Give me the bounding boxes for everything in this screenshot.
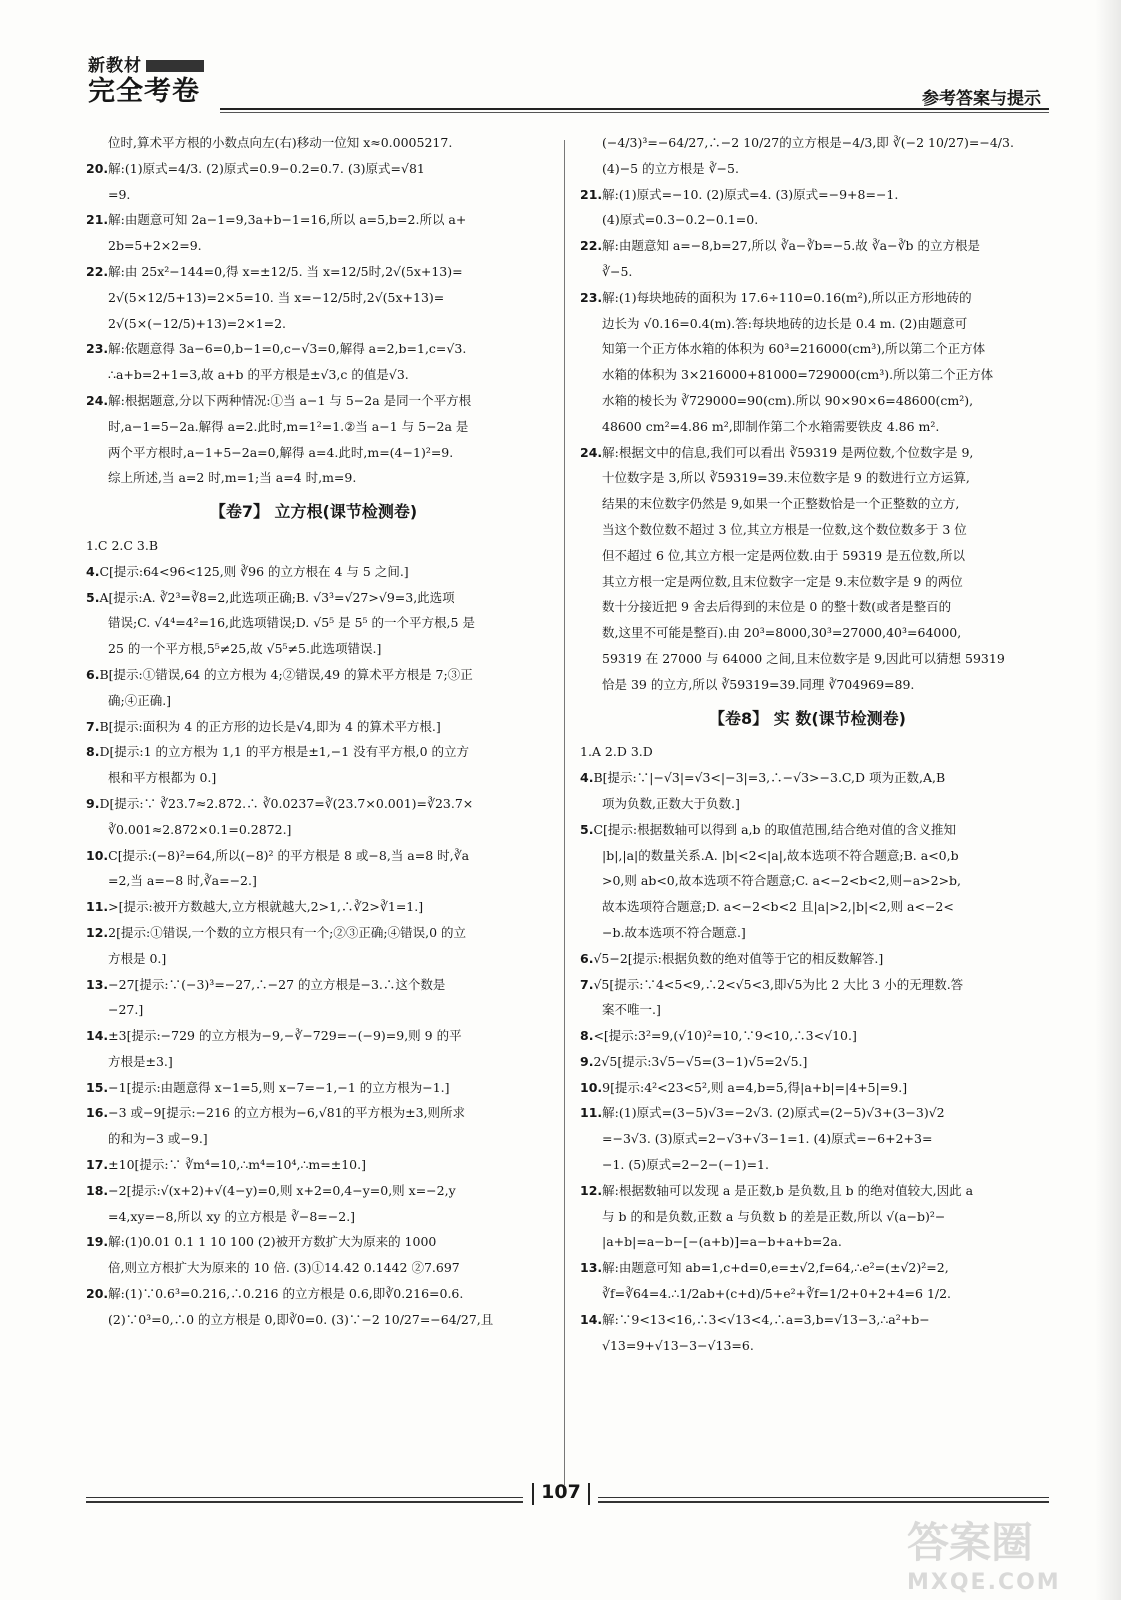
answer-line xyxy=(86,843,541,869)
answer-line xyxy=(580,517,1035,543)
answer-line xyxy=(580,791,1035,817)
question-number: 5. xyxy=(580,821,594,837)
answer-text: 数,这里不可能是整百).由 20³=8000,30³=27000,40³=64000, xyxy=(602,625,962,641)
answer-text: 其立方根一定是两位数,且末位数字一定是 9.末位数字是 9 的两位 xyxy=(602,573,963,589)
answer-text: 2√(5×(−12/5)+13)=2×1=2. xyxy=(108,315,287,331)
answer-line xyxy=(580,259,1035,285)
answer-line xyxy=(86,791,541,817)
answer-text: 解:(1)0.01 0.1 1 10 100 (2)被开方数扩大为原来的 1000 xyxy=(108,1234,437,1250)
answer-line xyxy=(580,1255,1035,1281)
answer-line xyxy=(86,1204,541,1230)
answer-line xyxy=(86,465,541,491)
answer-text: ±3[提示:−729 的立方根为−9,−∛−729=−(−9)=9,则 9 的平 xyxy=(108,1028,462,1044)
question-number: 11. xyxy=(86,899,109,915)
question-number: 8. xyxy=(86,744,100,760)
question-number: 17. xyxy=(86,1157,109,1173)
answer-text: (4)原式=0.3−0.2−0.1=0. xyxy=(602,212,759,228)
answer-line xyxy=(580,1307,1035,1333)
answer-text: 9[提示:4²<23<5²,则 a=4,b=5,得|a+b|=|4+5|=9.] xyxy=(602,1079,908,1095)
answer-line xyxy=(580,739,1035,765)
answer-text: 解:根据文中的信息,我们可以看出 ∛59319 是两位数,个位数字是 9, xyxy=(602,444,974,460)
right-column xyxy=(580,130,1035,1358)
answer-text: ∴a+b=2+1=3,故 a+b 的平方根是±√3,c 的值是√3. xyxy=(108,367,409,383)
answer-text: 时,a−1=5−2a.解得 a=2.此时,m=1²=1.②当 a−1 与 5−2a 是 xyxy=(108,418,469,434)
answer-line xyxy=(580,1229,1035,1255)
answer-line xyxy=(580,543,1035,569)
answer-text: −b.故本选项不符合题意.] xyxy=(602,924,746,940)
answer-line xyxy=(580,414,1035,440)
answer-text: 解:由题意可知 ab=1,c+d=0,e=±√2,f=64,∴e²=(±√2)²=2, xyxy=(602,1260,949,1276)
answer-text: 水箱的体积为 3×216000+81000=729000(cm³).所以第二个正方体 xyxy=(602,367,994,383)
answer-text: 2√(5×12/5+13)=2×5=10. 当 x=−12/5时,2√(5x+13)= xyxy=(108,289,445,305)
answer-line xyxy=(580,1152,1035,1178)
answer-line xyxy=(580,672,1035,698)
answer-line xyxy=(580,843,1035,869)
page-number: 107 xyxy=(528,1481,594,1503)
answer-line xyxy=(86,1281,541,1307)
answer-text: −3 或−9[提示:−216 的立方根为−6,√81的平方根为±3,则所求 xyxy=(108,1105,466,1121)
answer-text: 解:(1)原式=4/3. (2)原式=0.9−0.2=0.7. (3)原式=√81 xyxy=(108,160,425,176)
answer-line xyxy=(86,1229,541,1255)
answer-text: B[提示:面积为 4 的正方形的边长是√4,即为 4 的算术平方根.] xyxy=(99,718,441,734)
answer-text: >[提示:被开方数越大,立方根就越大,2>1,∴∛2>∛1=1.] xyxy=(108,899,424,915)
answer-text: B[提示:①错误,64 的立方根为 4;②错误,49 的算术平方根是 7;③正 xyxy=(99,666,473,682)
question-number: 4. xyxy=(86,563,100,579)
question-number: 9. xyxy=(580,1053,594,1069)
answer-text: (2)∵0³=0,∴0 的立方根是 0,即∛0=0. (3)∵−2 10/27=−64/27,且 xyxy=(108,1311,494,1327)
answer-text: −2[提示:√(x+2)+√(4−y)=0,则 x+2=0,4−y=0,则 x=−2,y xyxy=(108,1182,456,1198)
answer-text: (−4/3)³=−64/27,∴−2 10/27的立方根是−4/3,即 ∛(−2 10/27)=−4/3. xyxy=(602,135,1014,150)
question-number: 6. xyxy=(86,666,100,682)
answer-text: |a+b|=a−b−[−(a+b)]=a−b+a+b=2a. xyxy=(602,1234,842,1250)
answer-line xyxy=(580,646,1035,672)
question-number: 20. xyxy=(86,160,109,176)
answer-text: ∛−5. xyxy=(602,263,633,279)
answer-line xyxy=(86,414,541,440)
answer-text: 位时,算术平方根的小数点向左(右)移动一位知 x≈0.0005217. xyxy=(108,135,453,150)
question-number: 14. xyxy=(580,1311,603,1327)
answer-line xyxy=(86,1178,541,1204)
brand-logo xyxy=(88,58,204,105)
answer-line xyxy=(86,440,541,466)
answer-line xyxy=(580,946,1035,972)
question-number: 11. xyxy=(580,1105,603,1121)
answer-line xyxy=(580,336,1035,362)
answer-text: ∛0.001≈2.872×0.1=0.2872.] xyxy=(108,821,292,837)
answer-line xyxy=(86,1255,541,1281)
answer-line xyxy=(86,156,541,182)
answer-text: 知第一个正方体水箱的体积为 60³=216000(cm³),所以第二个正方体 xyxy=(602,341,986,357)
answer-line xyxy=(86,662,541,688)
answer-text: 结果的末位数字仍然是 9,如果一个正整数恰是一个正整数的立方, xyxy=(602,496,960,512)
question-number: 9. xyxy=(86,795,100,811)
answer-text: 解:由 25x²−144=0,得 x=±12/5. 当 x=12/5时,2√(5x+13)= xyxy=(108,263,463,279)
question-number: 16. xyxy=(86,1105,109,1121)
page-edge-shadow xyxy=(1095,0,1121,1600)
answer-text: −27.] xyxy=(108,1002,144,1018)
answer-text: (4)−5 的立方根是 ∛−5. xyxy=(602,160,739,176)
answer-line xyxy=(580,868,1035,894)
answer-line xyxy=(580,1075,1035,1101)
question-number: 14. xyxy=(86,1028,109,1044)
answer-line xyxy=(86,688,541,714)
question-number: 10. xyxy=(86,847,109,863)
answer-text: 倍,则立方根扩大为原来的 10 倍. (3)①14.42 0.1442 ②7.697 xyxy=(108,1260,460,1276)
answer-text: 恰是 39 的立方,所以 ∛59319=39.同理 ∛704969=89. xyxy=(602,676,915,692)
question-number: 23. xyxy=(580,289,603,305)
answer-line xyxy=(86,285,541,311)
answer-text: 方根是 0.] xyxy=(108,950,167,966)
answer-line xyxy=(86,585,541,611)
answer-line xyxy=(580,156,1035,182)
question-number: 13. xyxy=(86,976,109,992)
answer-line xyxy=(580,972,1035,998)
answer-line xyxy=(86,636,541,662)
answer-text: =−3√3. (3)原式=2−√3+√3−1=1. (4)原式=−6+2+3= xyxy=(602,1131,933,1147)
answer-line xyxy=(580,465,1035,491)
question-number: 15. xyxy=(86,1079,109,1095)
answer-text: 59319 在 27000 与 64000 之间,且末位数字是 9,因此可以猜想 59319 xyxy=(602,650,1005,666)
answer-line xyxy=(580,491,1035,517)
page-header-title: 参考答案与提示 xyxy=(922,89,1041,109)
answer-line xyxy=(86,1152,541,1178)
answer-text: 解:(1)∵0.6³=0.216,∴0.216 的立方根是 0.6,即∛0.216=0.6. xyxy=(108,1286,464,1302)
answer-text: 十位数字是 3,所以 ∛59319=39.末位数字是 9 的数进行立方运算, xyxy=(602,470,970,486)
answer-line xyxy=(86,610,541,636)
column-divider xyxy=(564,140,565,1485)
question-number: 7. xyxy=(86,718,100,734)
answer-text: 1.A 2.D 3.D xyxy=(580,744,653,760)
answer-line xyxy=(86,362,541,388)
answer-line xyxy=(580,311,1035,337)
brand-small: 新教材 xyxy=(88,56,142,76)
answer-text: 解:根据题意,分以下两种情况:①当 a−1 与 5−2a 是同一个平方根 xyxy=(108,392,472,408)
answer-line xyxy=(580,1281,1035,1307)
left-column xyxy=(86,130,541,1333)
answer-text: 解:依题意得 3a−6=0,b−1=0,c−√3=0,解得 a=2,b=1,c=√3. xyxy=(108,341,467,357)
answer-line xyxy=(580,1126,1035,1152)
question-number: 13. xyxy=(580,1260,603,1276)
question-number: 23. xyxy=(86,341,109,357)
answer-line xyxy=(580,1333,1035,1359)
answer-text: −1. (5)原式=2−2−(−1)=1. xyxy=(602,1157,769,1173)
answer-text: −27[提示:∵(−3)³=−27,∴−27 的立方根是−3.∴这个数是 xyxy=(108,976,446,992)
answer-text: =4,xy=−8,所以 xy 的立方根是 ∛−8=−2.] xyxy=(108,1208,356,1224)
answer-line xyxy=(86,1126,541,1152)
answer-line xyxy=(580,362,1035,388)
answer-line xyxy=(86,311,541,337)
section-heading: 【卷8】 实 数(课节检测卷) xyxy=(709,708,906,728)
answer-text: 解:(1)原式=−10. (2)原式=4. (3)原式=−9+8=−1. xyxy=(602,186,899,202)
answer-text: ∛f=∛64=4.∴1/2ab+(c+d)/5+e²+∛f=1/2+0+2+4=6 1/2. xyxy=(602,1286,952,1302)
answer-text: ±10[提示:∵ ∛m⁴=10,∴m⁴=10⁴,∴m=±10.] xyxy=(108,1157,366,1173)
answer-text: 解:由题意可知 2a−1=9,3a+b−1=16,所以 a=5,b=2.所以 a+ xyxy=(108,212,467,228)
answer-line xyxy=(580,1204,1035,1230)
answer-line xyxy=(86,130,541,156)
question-number: 21. xyxy=(580,186,603,202)
answer-text: 2b=5+2×2=9. xyxy=(108,238,202,254)
answer-text: =2,当 a=−8 时,∛a=−2.] xyxy=(108,873,257,889)
answer-text: A[提示:A. ∛2³=∛8=2,此选项正确;B. √3³=√27>√9=3,此选项 xyxy=(99,589,455,605)
question-number: 10. xyxy=(580,1079,603,1095)
answer-text: <[提示:3²=9,(√10)²=10,∵9<10,∴3<√10.] xyxy=(593,1028,857,1044)
answer-line xyxy=(580,1049,1035,1075)
answer-text: 根和平方根都为 0.] xyxy=(108,770,217,786)
brand-big: 完全考卷 xyxy=(88,76,200,107)
question-number: 4. xyxy=(580,770,594,786)
answer-text: 25 的一个平方根,5⁵≠25,故 √5⁵≠5.此选项错误.] xyxy=(108,641,382,657)
answer-line xyxy=(86,533,541,559)
answer-line xyxy=(86,207,541,233)
answer-line xyxy=(86,817,541,843)
answer-line xyxy=(580,440,1035,466)
header-rule xyxy=(220,108,1049,110)
answer-text: 2[提示:①错误,一个数的立方根只有一个;②③正确;④错误,0 的立 xyxy=(108,924,466,940)
answer-text: 方根是±3.] xyxy=(108,1053,173,1069)
question-number: 12. xyxy=(86,924,109,940)
answer-text: √5−2[提示:根据负数的绝对值等于它的相反数解答.] xyxy=(593,950,884,966)
answer-text: 48600 cm²=4.86 m²,即制作第二个水箱需要铁皮 4.86 m². xyxy=(602,418,940,434)
answer-text: C[提示:根据数轴可以得到 a,b 的取值范围,结合绝对值的含义推知 xyxy=(593,821,956,837)
answer-line xyxy=(86,182,541,208)
answer-line xyxy=(580,1178,1035,1204)
question-number: 24. xyxy=(86,392,109,408)
answer-text: 解:由题意知 a=−8,b=27,所以 ∛a−∛b=−5.故 ∛a−∛b 的立方根是 xyxy=(602,238,981,254)
answer-line xyxy=(86,336,541,362)
question-number: 24. xyxy=(580,444,603,460)
answer-text: 1.C 2.C 3.B xyxy=(86,537,159,553)
answer-line xyxy=(86,868,541,894)
answer-line xyxy=(580,765,1035,791)
answer-line xyxy=(86,946,541,972)
answer-line xyxy=(580,207,1035,233)
question-number: 18. xyxy=(86,1182,109,1198)
answer-text: 解:(1)原式=(3−5)√3=−2√3. (2)原式=(2−5)√3+(3−3)√2 xyxy=(602,1105,945,1121)
question-number: 12. xyxy=(580,1182,603,1198)
answer-line xyxy=(580,182,1035,208)
answer-text: √13=9+√13−3−√13=6. xyxy=(602,1337,754,1353)
answer-line xyxy=(580,817,1035,843)
answer-line xyxy=(580,1023,1035,1049)
answer-line xyxy=(86,714,541,740)
answer-line xyxy=(86,1100,541,1126)
answer-text: 2√5[提示:3√5−√5=(3−1)√5=2√5.] xyxy=(593,1053,808,1069)
answer-text: 数十分接近把 9 舍去后得到的末位是 0 的整十数(或者是整百的 xyxy=(602,599,952,615)
answer-line xyxy=(86,1307,541,1333)
answer-text: D[提示:1 的立方根为 1,1 的平方根是±1,−1 没有平方根,0 的立方 xyxy=(99,744,470,760)
answer-text: 与 b 的和是负数,正数 a 与负数 b 的差是正数,所以 √(a−b)²− xyxy=(602,1208,946,1224)
answer-text: B[提示:∵|−√3|=√3<|−3|=3,∴−√3>−3.C,D 项为正数,A,B xyxy=(593,770,946,786)
section-heading: 【卷7】 立方根(课节检测卷) xyxy=(209,502,418,522)
answer-line xyxy=(580,388,1035,414)
answer-text: 确;④正确.] xyxy=(108,692,172,708)
brand-bar xyxy=(146,60,204,72)
question-number: 6. xyxy=(580,950,594,966)
answer-line xyxy=(580,920,1035,946)
answer-text: |b|,|a|的数量关系.A. |b|<2<|a|,故本选项不符合题意;B. a<0,b xyxy=(602,847,959,863)
question-number: 22. xyxy=(580,238,603,254)
question-number: 21. xyxy=(86,212,109,228)
answer-text: D[提示:∵ ∛23.7≈2.872.∴ ∛0.0237=∛(23.7×0.001)=∛23.7× xyxy=(99,795,474,811)
answer-line xyxy=(86,997,541,1023)
answer-text: 但不超过 6 位,其立方根一定是两位数.由于 59319 是五位数,所以 xyxy=(602,547,966,563)
answer-text: 错误;C. √4⁴=4²=16,此选项错误;D. √5⁵ 是 5⁵ 的一个平方根,5 是 xyxy=(108,615,475,631)
answer-text: 边长为 √0.16=0.4(m).答:每块地砖的边长是 0.4 m. (2)由题意可 xyxy=(602,315,968,331)
answer-line xyxy=(580,1100,1035,1126)
answer-line xyxy=(580,285,1035,311)
answer-line xyxy=(86,920,541,946)
question-number: 7. xyxy=(580,976,594,992)
answer-text: √5[提示:∵4<5<9,∴2<√5<3,即√5为比 2 大比 3 小的无理数.答 xyxy=(593,976,964,992)
watermark-logo: 答案圈 MXQE.COM xyxy=(907,1518,1061,1595)
answer-line xyxy=(86,894,541,920)
answer-text: C[提示:(−8)²=64,所以(−8)² 的平方根是 8 或−8,当 a=8 时,∛a xyxy=(108,847,470,863)
answer-line xyxy=(86,1075,541,1101)
answer-text: =9. xyxy=(108,186,131,202)
answer-line xyxy=(86,1023,541,1049)
answer-text: 水箱的棱长为 ∛729000=90(cm).所以 90×90×6=48600(cm²), xyxy=(602,392,974,408)
answer-text: 解:∵9<13<16,∴3<√13<4,∴a=3,b=√13−3,∴a²+b− xyxy=(602,1311,930,1327)
question-number: 5. xyxy=(86,589,100,605)
answer-line xyxy=(580,620,1035,646)
answer-line xyxy=(580,894,1035,920)
answer-line xyxy=(86,739,541,765)
answer-text: 解:根据数轴可以发现 a 是正数,b 是负数,且 b 的绝对值较大,因此 a xyxy=(602,1182,974,1198)
header-rule-thin xyxy=(220,112,1049,113)
answer-text: 故本选项符合题意;D. a<−2<b<2 且|a|>2,|b|<2,则 a<−2< xyxy=(602,899,954,915)
question-number: 20. xyxy=(86,1286,109,1302)
answer-line xyxy=(86,972,541,998)
answer-text: C[提示:64<96<125,则 ∛96 的立方根在 4 与 5 之间.] xyxy=(99,563,409,579)
question-number: 22. xyxy=(86,263,109,279)
answer-text: 解:(1)每块地砖的面积为 17.6÷110=0.16(m²),所以正方形地砖的 xyxy=(602,289,972,305)
answer-line xyxy=(580,569,1035,595)
answer-line xyxy=(86,1049,541,1075)
answer-text: >0,则 ab<0,故本选项不符合题意;C. a<−2<b<2,则−a>2>b, xyxy=(602,873,962,889)
answer-line xyxy=(86,765,541,791)
answer-line xyxy=(580,594,1035,620)
answer-line xyxy=(580,130,1035,156)
answer-line xyxy=(580,233,1035,259)
answer-text: 综上所述,当 a=2 时,m=1;当 a=4 时,m=9. xyxy=(108,470,357,486)
answer-line xyxy=(86,259,541,285)
answer-text: 项为负数,正数大于负数.] xyxy=(602,795,740,811)
answer-text: 两个平方根时,a−1+5−2a=0,解得 a=4.此时,m=(4−1)²=9. xyxy=(108,444,454,460)
answer-text: 的和为−3 或−9.] xyxy=(108,1131,208,1147)
question-number: 19. xyxy=(86,1234,109,1250)
answer-text: 当这个数位数不超过 3 位,其立方根是一位数,这个数位数多于 3 位 xyxy=(602,521,967,537)
answer-text: −1[提示:由题意得 x−1=5,则 x−7=−1,−1 的立方根为−1.] xyxy=(108,1079,450,1095)
answer-line xyxy=(86,388,541,414)
answer-line xyxy=(86,233,541,259)
answer-line xyxy=(86,559,541,585)
answer-line xyxy=(580,997,1035,1023)
answer-text: 案不唯一.] xyxy=(602,1002,661,1018)
question-number: 8. xyxy=(580,1028,594,1044)
